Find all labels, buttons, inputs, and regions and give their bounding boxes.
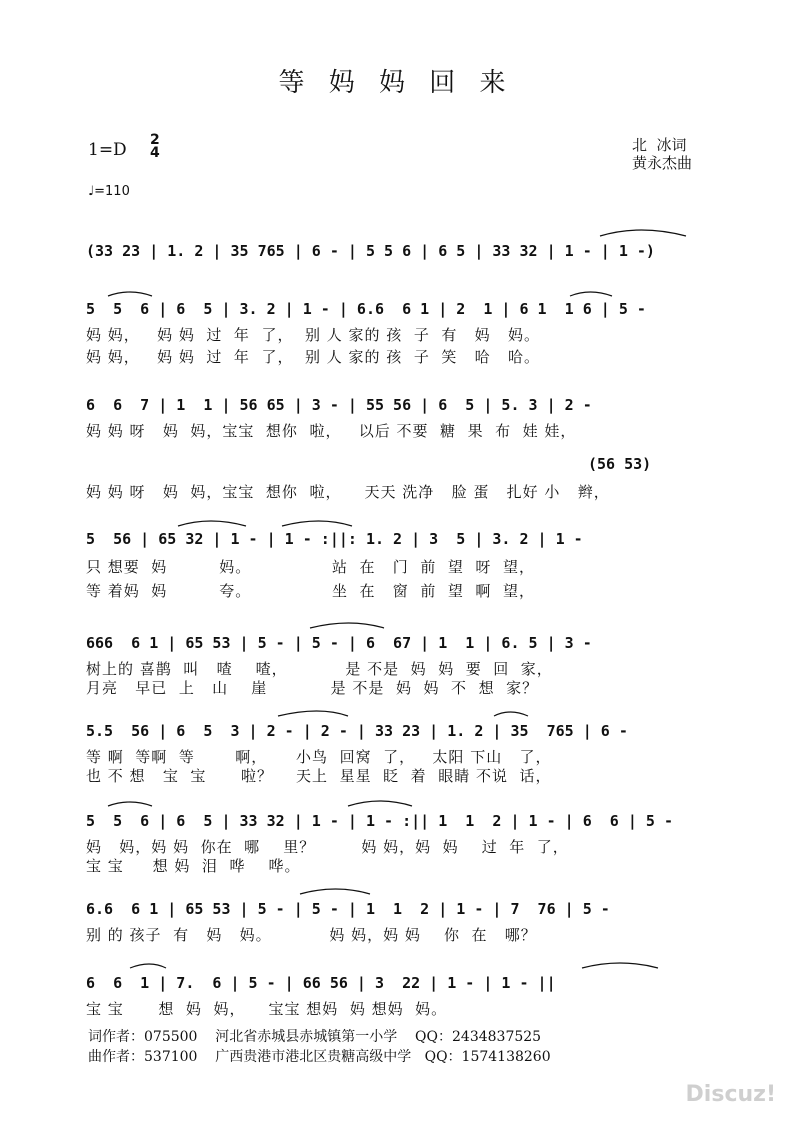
lyric-row-9a: 宝 宝 想 妈 妈， 宝宝 想妈 妈 想妈 妈。 xyxy=(86,1000,448,1018)
lyric-row-6b: 也 不 想 宝 宝 啦？ 天上 星星 眨 着 眼睛 不说 话， xyxy=(86,767,552,785)
time-signature-bottom: 4 xyxy=(150,145,160,161)
notation-row-6: 5.5 56 | 6 5 3 | 2 - | 2 - | 33 23 | 1. 2 | 35 765 | 6 - xyxy=(86,722,628,740)
lyric-row-7b: 宝 宝 想 妈 泪 哗 哗。 xyxy=(86,857,301,875)
watermark-logo: Discuz! xyxy=(685,1082,776,1107)
lyric-row-8a: 别 的 孩子 有 妈 妈。 妈 妈，妈 妈 你 在 哪？ xyxy=(86,926,537,944)
lyric-row-6a: 等 啊 等啊 等 啊， 小鸟 回窝 了， 太阳 下山 了， xyxy=(86,748,552,766)
slur-mark xyxy=(300,889,370,894)
notation-row-1: 5 5 6 | 6 5 | 3. 2 | 1 - | 6.6 6 1 | 2 1 | 6 1 1 6 | 5 - xyxy=(86,300,646,318)
slur-mark xyxy=(278,711,348,716)
slur-mark xyxy=(600,230,686,236)
lyric-row-5a: 树上的 喜鹊 叫 喳 喳， 是 不是 妈 妈 要 回 家， xyxy=(86,660,553,678)
slur-mark xyxy=(282,521,352,526)
notation-row-8: 6.6 6 1 | 65 53 | 5 - | 5 - | 1 1 2 | 1 - | 7 76 | 5 - xyxy=(86,900,610,918)
tempo-marking: ♩=110 xyxy=(88,184,130,199)
slur-mark xyxy=(130,964,166,968)
key-signature: 1=D xyxy=(88,140,127,160)
slur-mark xyxy=(310,623,384,628)
alternate-notes: (56 53) xyxy=(588,455,652,473)
time-signature-top: 2 xyxy=(150,132,160,148)
notation-row-2: 6 6 7 | 1 1 | 56 65 | 3 - | 55 56 | 6 5 | 5. 3 | 2 - xyxy=(86,396,592,414)
lyric-row-3a: 妈 妈 呀 妈 妈，宝宝 想你 啦， 天天 洗净 脸 蛋 扎好 小 辫， xyxy=(86,483,610,501)
notation-row-9: 6 6 1 | 7. 6 | 5 - | 66 56 | 3 22 | 1 - | 1 - || xyxy=(86,974,556,992)
footer-lyricist-info: 词作者：075500 河北省赤城县赤城镇第一小学 QQ：2434837525 xyxy=(88,1029,542,1045)
slur-mark xyxy=(348,801,412,806)
slur-mark xyxy=(570,292,612,296)
lyric-row-1a: 妈 妈， 妈 妈 过 年 了， 别 人 家的 孩 子 有 妈 妈。 xyxy=(86,326,540,344)
footer-composer-info: 曲作者：537100 广西贵港市港北区贵糖高级中学 QQ：1574138260 xyxy=(88,1049,551,1065)
slur-mark xyxy=(108,802,152,806)
lyricist-credit: 北 冰词 xyxy=(632,136,687,154)
lyric-row-5b: 月亮 早已 上 山 崖 是 不是 妈 妈 不 想 家？ xyxy=(86,679,539,697)
song-title: 等 妈 妈 回 来 xyxy=(278,68,514,98)
lyric-row-2a: 妈 妈 呀 妈 妈，宝宝 想你 啦， 以后 不要 糖 果 布 娃 娃， xyxy=(86,422,577,440)
lyric-row-4b: 等 着妈 妈 夸。 坐 在 窗 前 望 啊 望， xyxy=(86,582,535,600)
lyric-row-1b: 妈 妈， 妈 妈 过 年 了， 别 人 家的 孩 子 笑 哈 哈。 xyxy=(86,348,540,366)
notation-row-7: 5 5 6 | 6 5 | 33 32 | 1 - | 1 - :|| 1 1 2 | 1 - | 6 6 | 5 - xyxy=(86,812,673,830)
composer-credit: 黄永杰曲 xyxy=(632,154,693,172)
slur-mark xyxy=(108,292,152,296)
notation-row-4: 5 56 | 65 32 | 1 - | 1 - :||: 1. 2 | 3 5 | 3. 2 | 1 - xyxy=(86,530,583,548)
slur-mark xyxy=(494,712,528,716)
notation-row-intro: (33 23 | 1. 2 | 35 765 | 6 - | 5 5 6 | 6 5 | 33 32 | 1 - | 1 -) xyxy=(86,242,655,260)
slur-mark xyxy=(582,963,658,968)
lyric-row-7a: 妈 妈，妈 妈 你在 哪 里？ 妈 妈，妈 妈 过 年 了， xyxy=(86,838,569,856)
lyric-row-4a: 只 想要 妈 妈。 站 在 门 前 望 呀 望， xyxy=(86,558,535,576)
slur-mark xyxy=(178,521,246,526)
notation-row-5: 666 6 1 | 65 53 | 5 - | 5 - | 6 67 | 1 1 | 6. 5 | 3 - xyxy=(86,634,592,652)
